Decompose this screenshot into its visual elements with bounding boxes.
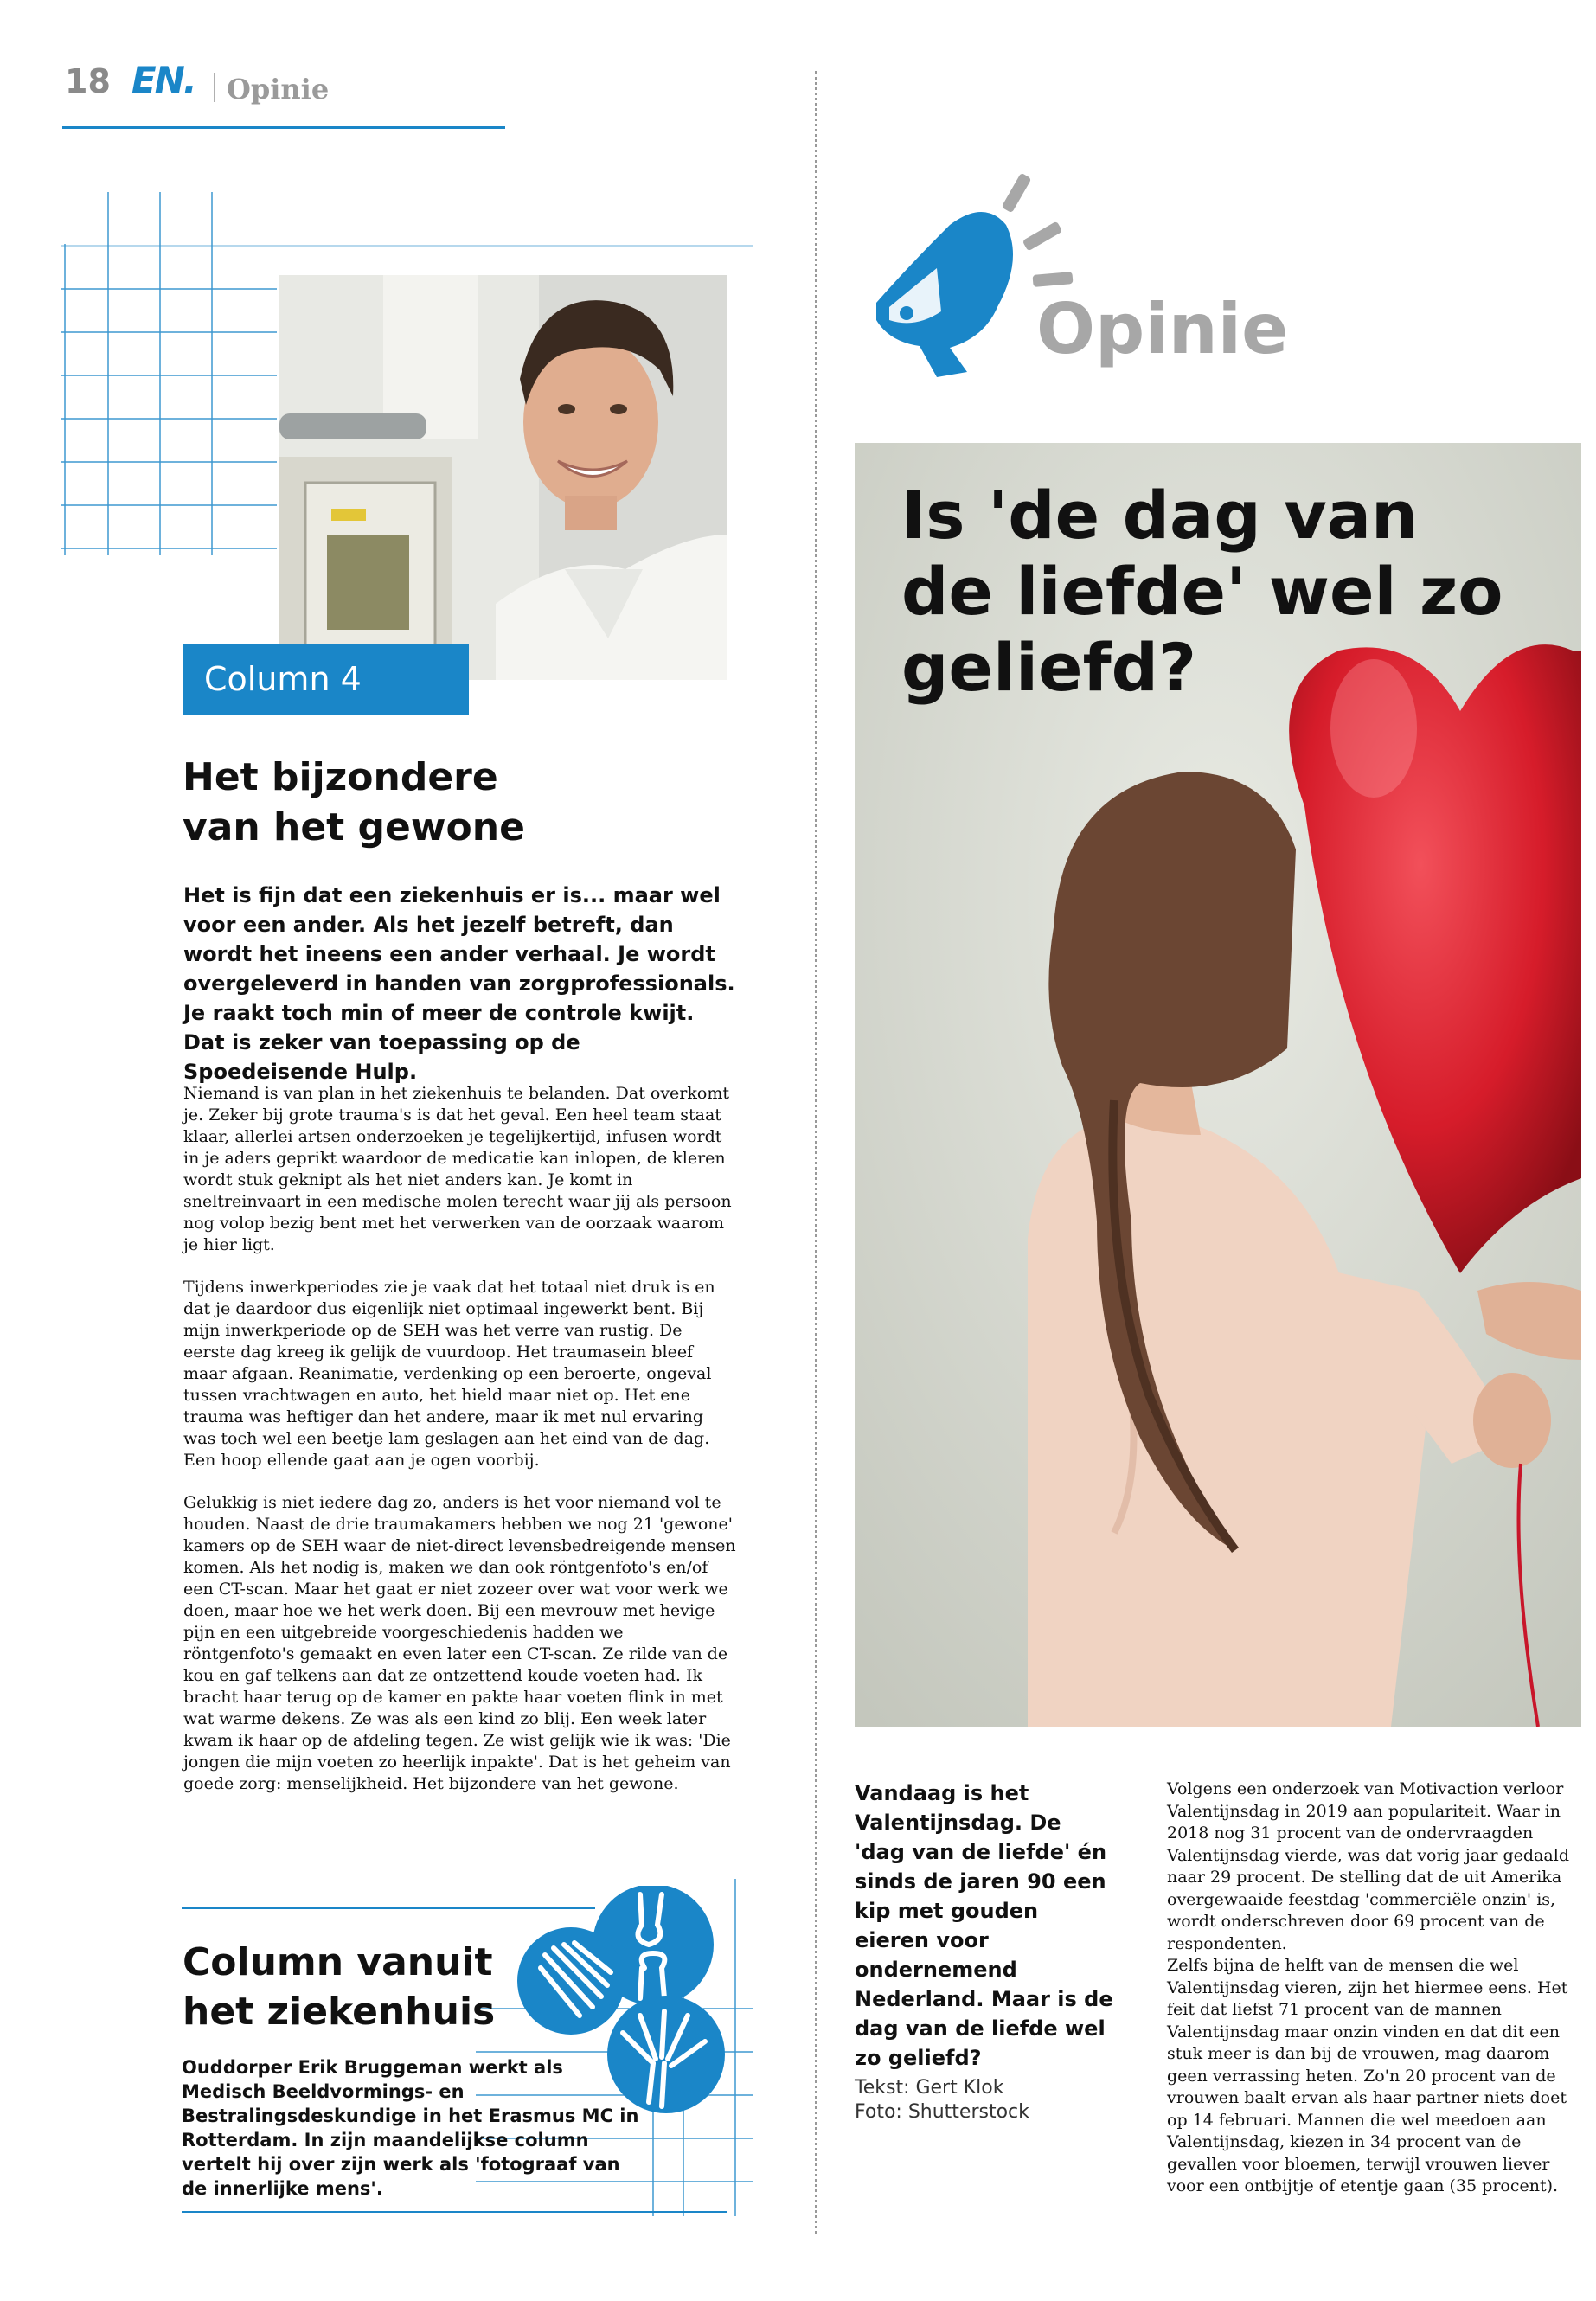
column-number-tag: Column 4 bbox=[183, 644, 469, 715]
opinion-headline bbox=[901, 478, 1524, 706]
column-lead: Het is fijn dat een ziekenhuis er is... maar wel voor een ander. Als het jezelf betreft, dan wordt het ineens een ander verhaal. Je wordt overgeleverd in handen van zorgprofessionals. Je raakt toch min of meer de controle kwijt. Dat is zeker van toepassing op de Spoedeisende Hulp. bbox=[183, 883, 735, 1084]
box-bottom-rule bbox=[182, 2211, 727, 2213]
opinion-lead: Vandaag is het Valentijnsdag. De 'dag van de liefde' én sinds de jaren 90 een kip met gouden eieren voor ondernemend Nederland. Maar is de dag van de liefde wel zo geliefd? bbox=[855, 1781, 1113, 2070]
opinion-body bbox=[1167, 1779, 1574, 2198]
box-title bbox=[183, 1938, 546, 2036]
xray-icons bbox=[510, 1886, 735, 2119]
column-paragraph: Tijdens inwerkperiodes zie je vaak dat het totaal niet druk is en dat je daardoor dus eigenlijk niet optimaal ingewerkt bent. Bij mijn inwerkperiode op de SEH was het verre van rustig. De eerste dag kreeg ik gelijk de vuurdoop. Het traumasein bleef maar afgaan. Reanimatie, verdenking op een beroerte, ongeval tussen vrachtwagen en auto, het hield maar niet op. Het ene trauma was heftiger dan het andere, maar ik met nul ervaring was toch wel een beetje lam geslagen aan het eind van de dag. Een hoop ellende gaat aan je ogen voorbij. bbox=[183, 1278, 715, 1470]
credit-photo: Foto: Shutterstock bbox=[855, 2101, 1029, 2123]
header-rule bbox=[62, 126, 505, 129]
box-title-line-2: het ziekenhuis bbox=[183, 1990, 496, 2034]
box-title-line-1: Column vanuit bbox=[183, 1940, 493, 1984]
credit-text: Tekst: Gert Klok bbox=[855, 2077, 1004, 2099]
opinion-paragraph: Volgens een onderzoek van Motivaction verloor Valentijnsdag in 2019 aan populariteit. Waar in 2018 nog 31 procent van de ondervraagden Valentijnsdag vierde, was dat vorig jaar gedaald naar 29 procent. De stelling dat de uit Amerika overgewaaide feestdag 'commerciële onzin' is, wordt onderschreven door 69 procent van de respondenten. bbox=[1167, 1779, 1569, 1953]
page-number: 18 bbox=[65, 62, 111, 100]
column-body bbox=[183, 1083, 737, 1816]
opinion-headline-line-1: Is 'de dag van bbox=[901, 477, 1419, 554]
column-divider bbox=[815, 71, 817, 2234]
opinion-headline-line-2: de liefde' wel zo bbox=[901, 553, 1503, 630]
column-paragraph: Gelukkig is niet iedere dag zo, anders is het voor niemand vol te houden. Naast de drie traumakamers hebben we nog 21 'gewone' kamers op de SEH waar de niet-direct levensbedreigende mensen komen. Als het nodig is, maken we dan ook röntgenfoto's en/of een CT-scan. Maar het gaat er niet zozeer over wat voor werk we doen, maar hoe we het werk doen. Bij een mevrouw met hevige pijn en een uitgebreide voorgeschiedenis hadden we röntgenfoto's gemaakt en even later een CT-scan. Ze rilde van de kou en gaf telkens aan dat ze ontzettend koude voeten had. Ik bracht haar terug op de kamer en pakte haar voeten flink in met wat warme dekens. Ze was als een kind zo blij. Een week later kwam ik haar op de afdeling tegen. Ze wist gelijk wie ik was: 'Die jongen die mijn voeten zo heerlijk inpakte'. Dat is het geheim van goede zorg: menselijkheid. Het bijzondere van het gewone. bbox=[183, 1493, 736, 1793]
header-separator bbox=[214, 73, 215, 102]
column-title bbox=[183, 753, 736, 853]
opinion-credits bbox=[855, 2076, 1114, 2125]
opinion-paragraph: Zelfs bijna de helft van de mensen die wel Valentijnsdag vieren, zijn het hiermee eens. Het feit dat liefst 71 procent van de mannen Valentijnsdag maar onzin vinden en dat dit een stuk meer is dan bij de vrouwen, mag daarom geen verrassing heten. Zo'n 20 procent van de vrouwen baalt ervan als haar partner niets doet op 14 februari. Mannen die wel meedoen aan Valentijnsdag, kiezen in 34 procent van de gevallen voor bloemen, terwijl vrouwen liever voor een ontbijtje of etentje gaan (35 procent). bbox=[1167, 1956, 1568, 2195]
author-photo bbox=[279, 275, 727, 680]
publication-logo: EN. bbox=[131, 59, 195, 101]
column-title-line-1: Het bijzondere bbox=[183, 755, 498, 799]
column-paragraph: Niemand is van plan in het ziekenhuis te belanden. Dat overkomt je. Zeker bij grote trauma's is dat het geval. Een heel team staat klaar, allerlei artsen onderzoeken je tegelijkertijd, infusen wordt in je aders geprikt waardoor de medicatie kan inlopen, de kleren wordt stuk geknipt als het niet anders kan. Je komt in sneltreinvaart in een medische molen terecht waar jij als persoon nog volop bezig bent met het verwerken van de oorzaak waarom je hier ligt. bbox=[183, 1084, 732, 1254]
author-bio: Ouddorper Erik Bruggeman werkt als Medisch Beeldvormings- en Bestralingsdeskundige in het Erasmus MC in Rotterdam. In zijn maandelijkse column vertelt hij over zijn werk als 'fotograaf van de innerlijke mens'. bbox=[182, 2057, 639, 2199]
column-title-line-2: van het gewone bbox=[183, 805, 525, 849]
opinion-label: Opinie bbox=[1036, 289, 1289, 369]
section-label: Opinie bbox=[227, 73, 330, 106]
opinion-headline-line-3: geliefd? bbox=[901, 629, 1197, 706]
